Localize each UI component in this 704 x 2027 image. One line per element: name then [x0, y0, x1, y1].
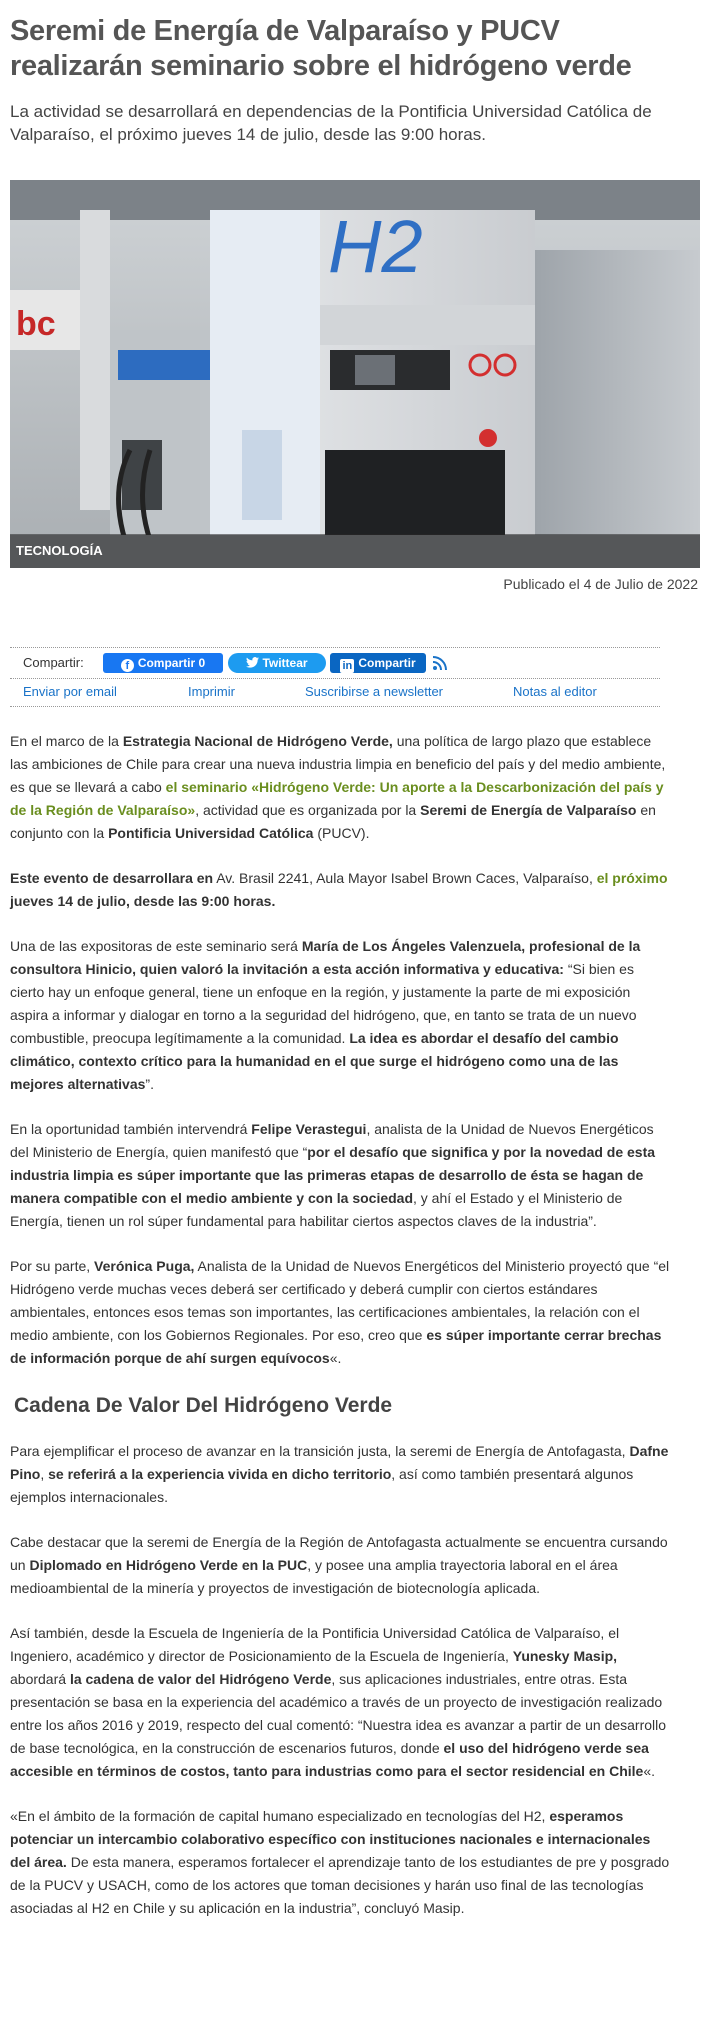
facebook-icon: f	[121, 659, 134, 672]
share-divider	[10, 678, 660, 679]
facebook-share-label: Compartir 0	[137, 656, 206, 670]
date-link[interactable]: el próximo	[596, 870, 668, 886]
share-label: Compartir:	[23, 655, 84, 670]
paragraph-7: Cabe destacar que la seremi de Energía de la Región de Antofagasta actualmente se encuentra cursando un Diplomado en Hidrógeno Verde en la PUC, y posee una amplia trayectoria laboral en el área medioambiental de la minería y proyectos de investigación de biotecnología aplicada.	[10, 1534, 668, 1596]
published-date: Publicado el 4 de Julio de 2022	[503, 576, 698, 592]
paragraph-6: Para ejemplificar el proceso de avanzar en la transición justa, la seremi de Energía de Antofagasta, Dafne Pino, se referirá a la experiencia vivida en dicho territorio, así como también presentará algunos ejemplos internacionales.	[10, 1443, 669, 1505]
facebook-share-button[interactable]	[103, 653, 223, 673]
seminar-link[interactable]: el seminario «Hidrógeno Verde: Un aporte a la Descarbonización del país y de la Región de Valparaíso»	[10, 779, 664, 818]
linkedin-share-button[interactable]	[330, 653, 426, 673]
editor-notes-link[interactable]: Notas al editor	[513, 684, 597, 699]
article-lead: La actividad se desarrollará en dependencias de la Pontificia Universidad Católica de Valparaíso, el próximo jueves 14 de julio, desde las 9:00 horas.	[10, 102, 652, 144]
email-link[interactable]: Enviar por email	[23, 684, 117, 699]
category-badge[interactable]: TECNOLOGÍA	[10, 534, 700, 568]
paragraph-9: «En el ámbito de la formación de capital humano especializado en tecnologías del H2, esperamos potenciar un intercambio colaborativo específico con instituciones nacionales e internacionales del área. De esta manera, esperamos fortalecer el aprendizaje tanto de los estudiantes de pre y posgrado de la PUCV y USACH, como de los actores que toman decisiones y harán uso final de las tecnologías asociadas al H2 en Chile y su aplicación en la industria”, concluyó Masip.	[10, 1808, 670, 1916]
svg-text:H2: H2	[328, 205, 423, 288]
linkedin-share-label: Compartir	[358, 656, 416, 670]
newsletter-link[interactable]: Suscribirse a newsletter	[305, 684, 443, 699]
linkedin-icon: in	[340, 659, 354, 673]
paragraph-3: Una de las expositoras de este seminario será María de Los Ángeles Valenzuela, profesional de la consultora Hinicio, quien valoró la invitación a esta acción informativa y educativa: “Si bien es cierto hay un enfoque general, tiene un enfoque en la región, y justamente la parte de mi exposición aspira a informar y dialogar en torno a la seguridad del hidrógeno, que, en tanto se trata de un nuevo combustible, preocupa legítimamente a la comunidad. La idea es abordar el desafío del cambio climático, contexto crítico para la humanidad en el que surge el hidrógeno como una de las mejores alternativas”.	[10, 938, 641, 1092]
paragraph-1: En el marco de la Estrategia Nacional de Hidrógeno Verde, una política de largo plazo que establece las ambiciones de Chile para crear una nueva industria limpia en beneficio del país y del medio ambiente, es que se llevará a cabo el seminario «Hidrógeno Verde: Un aporte a la Descarbonización del país y de la Región de Valparaíso», actividad que es organizada por la Seremi de Energía de Valparaíso en conjunto con la Pontificia Universidad Católica (PUCV).	[10, 733, 666, 841]
twitter-share-label: Twittear	[262, 656, 308, 670]
section-title: Cadena De Valor Del Hidrógeno Verde	[14, 1394, 393, 1417]
paragraph-2: Este evento de desarrollara en Av. Brasil 2241, Aula Mayor Isabel Brown Caces, Valparaíso, el próximo jueves 14 de julio, desde las 9:00 horas.	[10, 870, 668, 909]
hydrogen-station-photo	[10, 180, 700, 568]
paragraph-8: Así también, desde la Escuela de Ingeniería de la Pontificia Universidad Católica de Valparaíso, el Ingeniero, académico y director de Posicionamiento de la Escuela de Ingeniería, Yunesky Masip, abordará la cadena de valor del Hidrógeno Verde, sus aplicaciones industriales, entre otras. Esta presentación se basa en la experiencia del académico a través de un proyecto de investigación realizado entre los años 2016 y 2019, respecto del cual comentó: “Nuestra idea es avanzar a partir de un desarrollo de base tecnológica, en la construcción de escenarios futuros, donde el uso del hidrógeno verde sea accesible en términos de costos, tanto para industrias como para el sector residencial en Chile«.	[10, 1625, 667, 1779]
twitter-bird-icon	[246, 657, 259, 668]
paragraph-5: Por su parte, Verónica Puga, Analista de la Unidad de Nuevos Energéticos del Ministerio proyectó que “el Hidrógeno verde muchas veces deberá ser certificado y deberá cumplir con ciertos estándares ambientales, entonces esos temas son importantes, las certificaciones ambientales, la relación con el medio ambiente, con los Gobiernos Regionales. Por eso, creo que es súper importante cerrar brechas de información porque de ahí surgen equívocos«.	[10, 1258, 670, 1366]
svg-text:bc: bc	[16, 305, 56, 343]
article-image	[10, 180, 700, 568]
twitter-share-button[interactable]	[228, 653, 326, 673]
article-title: Seremi de Energía de Valparaíso y PUCV realizarán seminario sobre el hidrógeno verde	[10, 15, 632, 82]
share-bar	[10, 647, 660, 707]
paragraph-4: En la oportunidad también intervendrá Felipe Verastegui, analista de la Unidad de Nuevos Energéticos del Ministerio de Energía, quien manifestó que “por el desafío que significa y por la novedad de esta industria limpia es súper importante que las primeras etapas de desarrollo de ésta se hagan de manera compatible con el medio ambiente y con la sociedad, y ahí el Estado y el Ministerio de Energía, tienen un rol súper fundamental para habilitar ciertos aspectos claves de la industria”.	[10, 1121, 656, 1229]
print-link[interactable]: Imprimir	[188, 684, 235, 699]
rss-icon[interactable]	[432, 655, 448, 671]
article-body	[10, 730, 670, 1942]
